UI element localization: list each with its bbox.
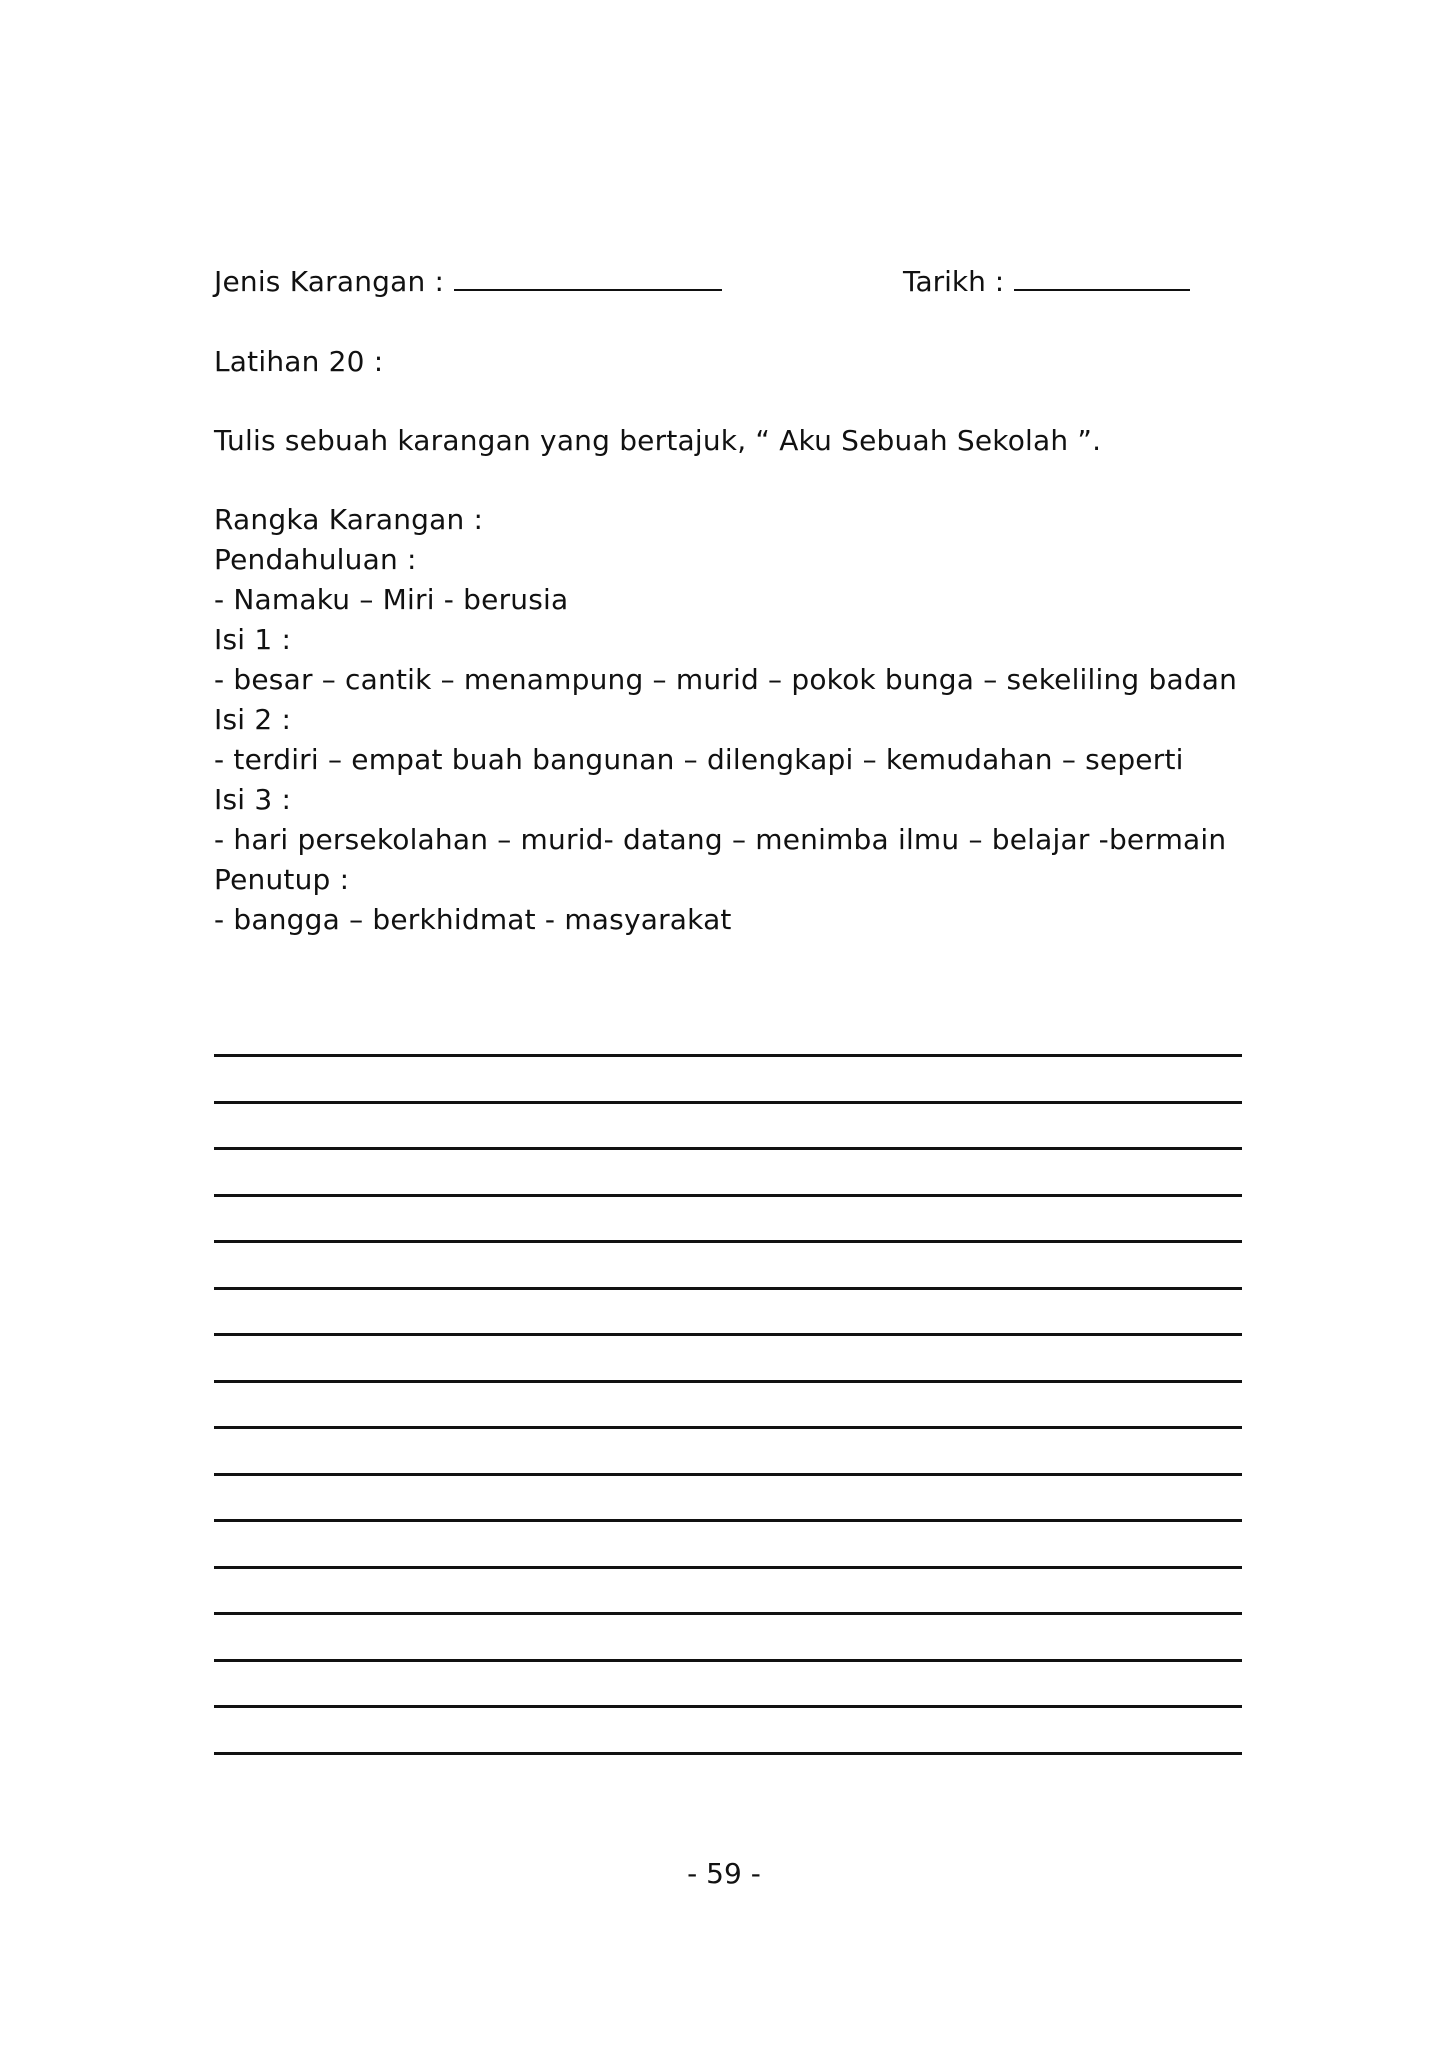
- writing-line[interactable]: [214, 1519, 1242, 1566]
- writing-line[interactable]: [214, 1659, 1242, 1706]
- outline-section-points: - hari persekolahan – murid- datang – menimba ilmu – belajar -bermain: [214, 823, 1227, 856]
- exercise-instruction: Tulis sebuah karangan yang bertajuk, “ Aku Sebuah Sekolah ”.: [214, 424, 1102, 457]
- writing-line[interactable]: [214, 1705, 1242, 1752]
- tarikh-label: Tarikh :: [903, 265, 1005, 298]
- outline-section-points: - Namaku – Miri - berusia: [214, 583, 569, 616]
- outline-section-label: Isi 3 :: [214, 783, 292, 816]
- outline-heading: Rangka Karangan :: [214, 503, 484, 536]
- writing-line[interactable]: [214, 1612, 1242, 1659]
- outline-section-points: - bangga – berkhidmat - masyarakat: [214, 903, 732, 936]
- tarikh-blank[interactable]: [1014, 263, 1190, 291]
- outline-section-points: - terdiri – empat buah bangunan – dilengkapi – kemudahan – seperti: [214, 743, 1184, 776]
- writing-line[interactable]: [214, 1287, 1242, 1334]
- outline-section-label: Pendahuluan :: [214, 543, 417, 576]
- writing-line[interactable]: [214, 1426, 1242, 1473]
- jenis-karangan-blank[interactable]: [454, 263, 722, 291]
- writing-line[interactable]: [214, 1101, 1242, 1148]
- outline-section-label: Penutup :: [214, 863, 350, 896]
- writing-line[interactable]: [214, 1380, 1242, 1427]
- writing-line[interactable]: [214, 1147, 1242, 1194]
- writing-line[interactable]: [214, 1333, 1242, 1380]
- tarikh-field: [903, 262, 1190, 302]
- exercise-title: Latihan 20 :: [214, 345, 384, 378]
- writing-line[interactable]: [214, 1194, 1242, 1241]
- jenis-karangan-label: Jenis Karangan :: [214, 265, 445, 298]
- outline-section-points: - besar – cantik – menampung – murid – pokok bunga – sekeliling badan: [214, 663, 1238, 696]
- writing-line[interactable]: [214, 1240, 1242, 1287]
- writing-line[interactable]: [214, 1752, 1242, 1799]
- writing-area[interactable]: [214, 1054, 1242, 1798]
- page-number: - 59 -: [687, 1857, 761, 1890]
- writing-line[interactable]: [214, 1054, 1242, 1101]
- writing-line[interactable]: [214, 1473, 1242, 1520]
- writing-line[interactable]: [214, 1566, 1242, 1613]
- outline-section-label: Isi 1 :: [214, 623, 292, 656]
- jenis-karangan-field: [214, 262, 722, 302]
- outline-section-label: Isi 2 :: [214, 703, 292, 736]
